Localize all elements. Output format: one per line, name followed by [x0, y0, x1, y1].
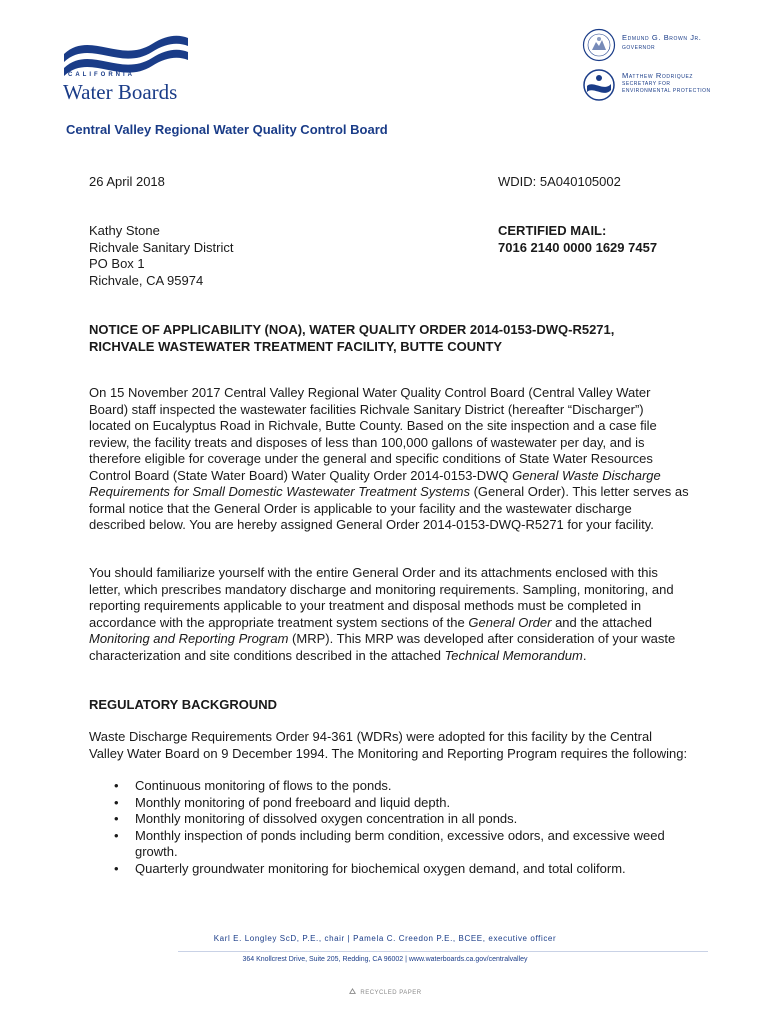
certified-mail-block	[498, 223, 657, 256]
recipient-organization: Richvale Sanitary District	[89, 239, 234, 255]
governor-name: Edmund G. Brown Jr.	[622, 33, 702, 42]
paragraph-inspection-text-a: On 15 November 2017 Central Valley Regional Water Quality Control Board (Central Valley Water Board) staff inspected the wastewater facilities Richvale Sanitary District (hereafter “Discharger”) located on Eucalyptus Road in Richvale, Butte County. Based on the site inspection and a case file review, the facility treats and disposes of less than 100,000 gallons of wastewater per day, and is therefore eligible for coverage under the general and specific conditions of State Water Resources Control Board (State Water Board) Water Quality Order 2014-0153-DWQ	[89, 385, 657, 483]
recipient-address-line-1: PO Box 1	[89, 256, 145, 271]
paragraph-requirements-text-b: and the attached	[551, 614, 652, 630]
wdid-number: WDID: 5A040105002	[498, 174, 621, 189]
letter-date: 26 April 2018	[89, 174, 165, 189]
secretary-title	[622, 81, 711, 95]
recycled-paper-text: RECYCLED PAPER	[360, 990, 422, 997]
board-title: Central Valley Regional Water Quality Control Board	[66, 122, 388, 137]
governor-title: GOVERNOR	[622, 45, 656, 51]
footer-officers: Karl E. Longley ScD, P.E., chair | Pamela C. Creedon P.E., BCEE, executive officer	[213, 934, 557, 943]
paragraph-requirements-text-c: (MRP). This MRP was developed after consideration of your waste characterization and site conditions described in the attached	[89, 631, 676, 663]
recipient-address-block	[89, 223, 234, 289]
paragraph-inspection-text-b: (General Order). This letter serves as formal notice that the General Order is applicable to your facility and the wastewater discharge described below. You are hereby assigned General Order 2014-0153-DWQ-R5271 for your facility.	[89, 484, 689, 532]
italic-general-order: General Order	[468, 614, 552, 630]
certified-mail-label: CERTIFIED MAIL:	[498, 223, 607, 238]
certified-mail-number: 7016 2140 0000 1629 7457	[498, 239, 658, 255]
notice-subject-line-2: RICHVALE WASTEWATER TREATMENT FACILITY, BUTTE COUNTY	[89, 338, 503, 354]
paragraph-requirements-text-a: You should familiarize yourself with the entire General Order and its attachments enclosed with this letter, which prescribes mandatory discharge and monitoring requirements. Sampling, monitoring, and reporting requirements applicable to your treatment and disposal methods must be completed in accordance with the appropriate treatment system sections of the	[89, 565, 674, 630]
paragraph-requirements-text-d: .	[582, 647, 587, 663]
notice-subject	[89, 322, 689, 355]
secretary-name: Matthew Rodriquez	[622, 71, 694, 80]
regulatory-background-heading: REGULATORY BACKGROUND	[89, 697, 278, 712]
recipient-name: Kathy Stone	[89, 223, 160, 238]
secretary-title-line-1: SECRETARY FOR	[622, 81, 671, 87]
monitoring-requirements-list	[112, 778, 692, 877]
general-order-title: General Waste Discharge Requirements for Small Domestic Wastewater Treatment Systems	[89, 467, 661, 499]
list-item: • Quarterly groundwater monitoring for biochemical oxygen demand, and total coliform.	[112, 861, 692, 878]
list-item: • Monthly monitoring of dissolved oxygen concentration in all ponds.	[112, 811, 692, 828]
logo-california-text: CALIFORNIA	[68, 72, 135, 78]
recycle-icon	[348, 988, 357, 997]
footer-address: 364 Knollcrest Drive, Suite 205, Redding, CA 96002 | www.waterboards.ca.gov/centralvalley	[242, 956, 528, 963]
list-item: • Continuous monitoring of flows to the ponds.	[112, 778, 692, 795]
list-item: • Monthly monitoring of pond freeboard and liquid depth.	[112, 795, 692, 812]
list-item: • Monthly inspection of ponds including berm condition, excessive odors, and excessive weed growth.	[112, 828, 692, 861]
calepa-logo-icon	[582, 68, 616, 102]
california-seal-icon	[582, 28, 616, 62]
paragraph-regulatory: Waste Discharge Requirements Order 94-361 (WDRs) were adopted for this facility by the Central Valley Water Board on 9 December 1994. The Monitoring and Reporting Program requires the following:	[89, 729, 688, 761]
paragraph-inspection	[89, 385, 689, 534]
secretary-title-line-2: ENVIRONMENTAL PROTECTION	[622, 88, 711, 94]
recipient-address-line-2: Richvale, CA 95974	[89, 272, 204, 288]
logo-water-boards-text: Water Boards	[63, 80, 178, 104]
notice-subject-line-1: NOTICE OF APPLICABILITY (NOA), WATER QUALITY ORDER 2014-0153-DWQ-R5271,	[89, 322, 615, 337]
paragraph-requirements	[89, 565, 689, 664]
italic-mrp: Monitoring and Reporting Program	[89, 631, 289, 646]
footer-divider	[178, 951, 708, 952]
recycled-paper-note	[0, 988, 770, 997]
italic-technical-memorandum: Technical Memorandum	[444, 647, 583, 663]
